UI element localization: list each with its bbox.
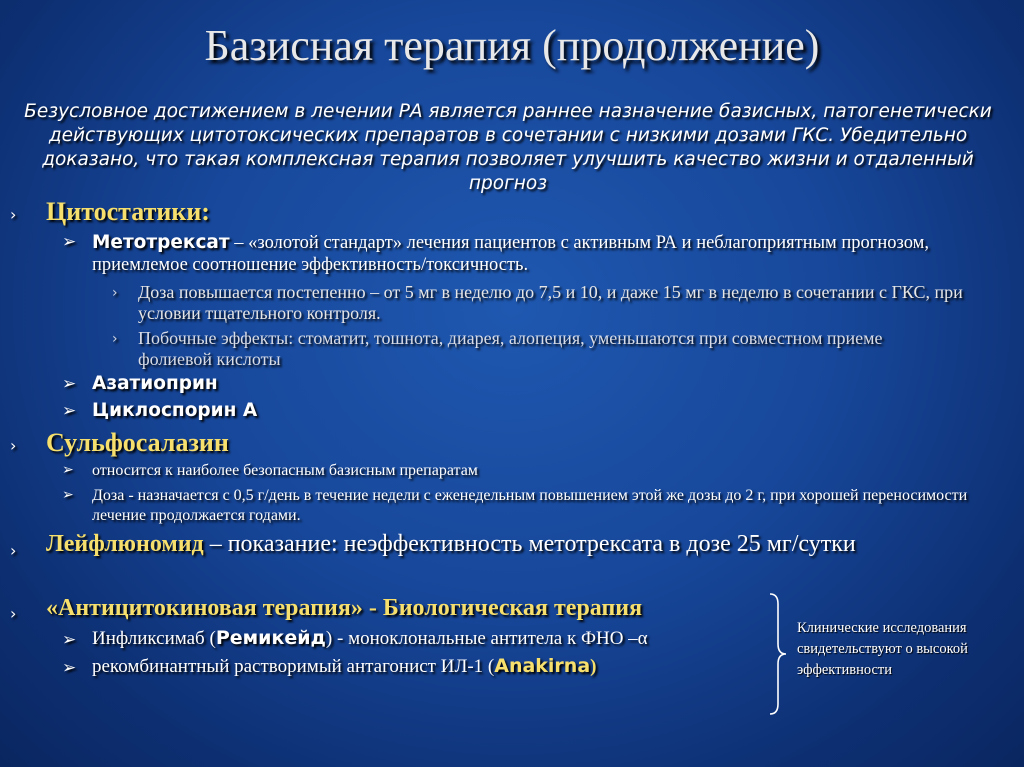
- anakinra-item: [92, 655, 596, 678]
- mtx-dose-text: Доза повышается постепенно – от 5 мг в неделю до 7,5 и 10, и даже 15 мг в неделю в сочетании с ГКС, при условии тщательного контроля.: [138, 282, 963, 323]
- bullet-infliximab-icon: ➢: [62, 630, 77, 650]
- bullet-sulfa-icon: ›: [10, 436, 17, 455]
- leflunomide-text: – показание: неэффективность метотрексата в дозе 25 мг/сутки: [203, 531, 856, 557]
- azathioprine-item: Азатиоприн: [92, 373, 218, 394]
- cytostatics-heading: Цитостатики:: [46, 197, 210, 226]
- anakinra-text-a: рекомбинантный растворимый антагонист ИЛ-1 (: [92, 656, 495, 677]
- methotrexate-item: [92, 232, 992, 276]
- sulfasalazine-safety-text: относится к наиболее безопасным базисным препаратам: [92, 462, 478, 479]
- bullet-side-effects-icon: ›: [112, 331, 118, 347]
- bullet-aza-icon: ➢: [62, 374, 77, 394]
- intro-paragraph: Безусловное достижением в лечении РА является раннее назначение базисных, патогенетически действующих цитотоксических препаратов в сочетании с низкими дозами ГКС. Убедительно доказано, что такая комплексная терапия позволяет улучшить качество жизни и отдаленный прогноз: [24, 101, 992, 194]
- bullet-leflu-icon: ›: [10, 541, 17, 560]
- infliximab-text-c: ) - моноклональные антитела к ФНО –α: [325, 628, 648, 649]
- anakinra-text-c: ): [590, 656, 597, 677]
- leflunomide-name: Лейфлюномид: [46, 531, 204, 557]
- methotrexate-name: Метотрексат: [92, 232, 230, 253]
- infliximab-text-a: Инфликсимаб (: [92, 628, 216, 649]
- anticytokine-heading: «Антицитокиновая терапия» - Биологическая терапия: [46, 595, 643, 621]
- cyclosporine-item: Циклоспорин А: [92, 400, 258, 421]
- methotrexate-text: – «золотой стандарт» лечения пациентов с активным РА и неблагоприятным прогнозом, приемлемое соотношение эффективность/токсичность.: [92, 233, 929, 275]
- bullet-cyclo-icon: ➢: [62, 401, 77, 421]
- mtx-side-effects-text: Побочные эффекты: стоматит, тошнота, диарея, алопеция, уменьшаются при совместном приеме фолиевой кислоты: [138, 328, 883, 369]
- bullet-sulfa2-icon: ➢: [62, 487, 74, 503]
- bullet-sulfa1-icon: ➢: [62, 462, 74, 478]
- bullet-anakinra-icon: ➢: [62, 658, 77, 678]
- sulfasalazine-heading: Сульфосалазин: [46, 428, 229, 457]
- clinical-note: Клинические исследования свидетельствуют о высокой эффективности: [797, 620, 968, 678]
- bullet-anticyto-icon: ›: [10, 604, 17, 623]
- anakinra-brand: Anakirna: [494, 655, 591, 677]
- curly-brace-icon: [764, 592, 788, 716]
- leflunomide-item: [46, 531, 856, 558]
- bullet-cytostatics-icon: ›: [10, 205, 17, 224]
- bullet-mtx-icon: ➢: [62, 232, 77, 252]
- infliximab-brand: Ремикейд: [215, 627, 326, 649]
- slide-title: Базисная терапия (продолжение): [204, 21, 820, 70]
- infliximab-item: [92, 627, 648, 650]
- bullet-dose-icon: ›: [112, 285, 118, 301]
- sulfasalazine-dose-text: Доза - назначается с 0,5 г/день в течение недели с еженедельным повышением этой же дозы до 2 г, при хорошей переносимости лечение продолжается годами.: [92, 487, 968, 524]
